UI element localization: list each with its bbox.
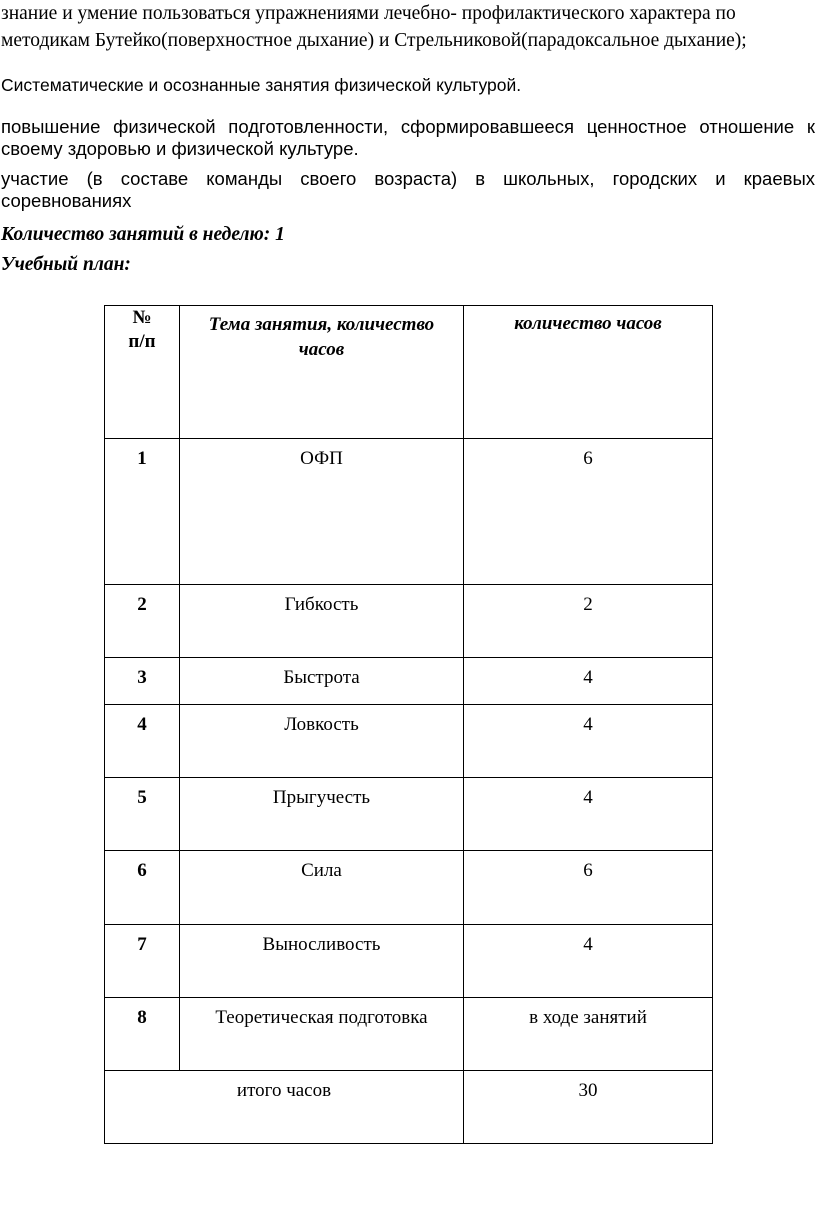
row-topic: Ловкость [180, 705, 464, 778]
lessons-per-week: Количество занятий в неделю: 1 [1, 224, 285, 245]
total-value: 30 [464, 1071, 713, 1144]
row-number: 4 [105, 705, 180, 778]
row-hours: 4 [464, 705, 713, 778]
table-header-row [105, 306, 713, 439]
total-label: итого часов [105, 1071, 464, 1144]
header-topic-cell [180, 306, 464, 439]
header-number-symbol: № [132, 307, 152, 328]
row-topic: Гибкость [180, 585, 464, 658]
table-row [105, 778, 713, 851]
table-row [105, 925, 713, 998]
header-number-cell [105, 306, 180, 439]
row-hours: 6 [464, 439, 713, 585]
curriculum-table [104, 305, 713, 1144]
table-row [105, 439, 713, 585]
paragraph-competitions: участие (в составе команды своего возраста) в школьных, городских и краевых соревнованиях [1, 168, 815, 211]
row-hours: 4 [464, 778, 713, 851]
row-number: 1 [105, 439, 180, 585]
row-number: 6 [105, 851, 180, 925]
paragraph-systematic-classes: Систематические и осознанные занятия физической культурой. [1, 75, 522, 95]
row-number: 8 [105, 998, 180, 1071]
header-topic-label: Тема занятия, количество часов [208, 314, 435, 360]
table-row [105, 705, 713, 778]
row-hours: 6 [464, 851, 713, 925]
row-topic: Выносливость [180, 925, 464, 998]
row-number: 3 [105, 658, 180, 705]
row-topic: Быстрота [180, 658, 464, 705]
table-row [105, 851, 713, 925]
table-row [105, 585, 713, 658]
plan-heading: Учебный план: [1, 254, 131, 275]
paragraph-fitness-improvement: повышение физической подготовленности, сформировавшееся ценностное отношение к своему здоровью и физической культуре. [1, 116, 815, 159]
row-number: 2 [105, 585, 180, 658]
header-hours-label: количество часов [514, 313, 662, 334]
row-number: 5 [105, 778, 180, 851]
paragraph-breathing-methods: знание и умение пользоваться упражнениями лечебно- профилактического характера по методикам Бутейко(поверхностное дыхание) и Стрельниковой(парадоксальное дыхание); [1, 3, 747, 51]
table-row [105, 658, 713, 705]
header-number-abbrev: п/п [128, 331, 156, 352]
row-hours: в ходе занятий [464, 998, 713, 1071]
row-topic: Сила [180, 851, 464, 925]
row-hours: 4 [464, 925, 713, 998]
table-row [105, 998, 713, 1071]
table-total-row [105, 1071, 713, 1144]
row-topic: ОФП [180, 439, 464, 585]
row-hours: 4 [464, 658, 713, 705]
header-hours-cell [464, 306, 713, 439]
row-topic: Теоретическая подготовка [180, 998, 464, 1071]
row-hours: 2 [464, 585, 713, 658]
row-number: 7 [105, 925, 180, 998]
row-topic: Прыгучесть [180, 778, 464, 851]
